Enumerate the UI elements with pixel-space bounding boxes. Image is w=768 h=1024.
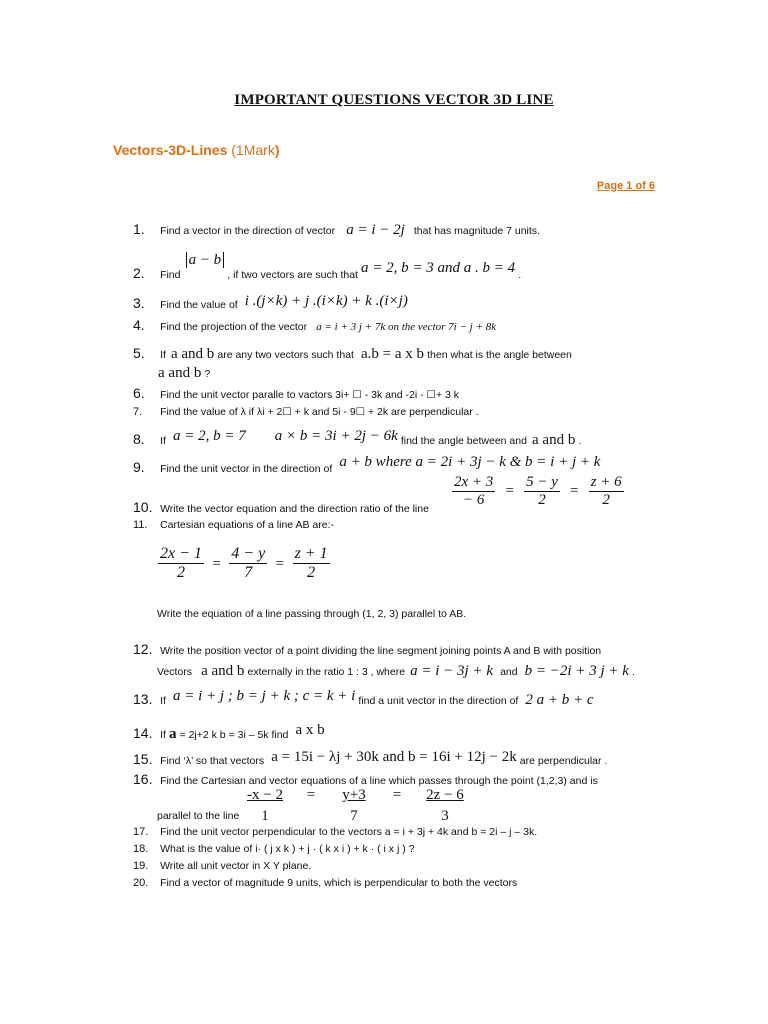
- question-text: Find the value of λ if λi + 2☐ + k and 5i - 9☐ + 2k are perpendicular .: [160, 406, 479, 418]
- question-4: [133, 318, 668, 334]
- question-3: [133, 293, 668, 312]
- question-text: Find the value of: [160, 299, 238, 311]
- question-5-cont: [158, 366, 668, 381]
- question-number: 19.: [133, 860, 149, 872]
- question-math: a x b: [295, 722, 325, 738]
- question-math: a × b = 3i + 2j − 6k: [274, 428, 398, 444]
- question-number: 1.: [133, 221, 145, 237]
- question-number: 12.: [133, 641, 153, 657]
- question-number: 20.: [133, 877, 149, 889]
- section-mark-close: ): [274, 142, 280, 158]
- question-text: If: [160, 695, 166, 707]
- question-math: a = i + j ; b = j + k ; c = k + i: [172, 688, 356, 704]
- section-name: Vectors-3D-Lines: [113, 142, 228, 158]
- question-6: [133, 386, 668, 402]
- question-number: 6.: [133, 385, 145, 401]
- question-16-equation: $\frac{-x - 2}{1}$ = $\frac{y+3}{7}$ = $\frac{2z - 6}{3}$: [245, 787, 467, 825]
- question-math: a.b = a x b: [361, 346, 425, 362]
- question-number: 9.: [133, 459, 145, 475]
- question-math: a and b: [532, 432, 576, 448]
- question-text: Find the projection of the vector: [160, 321, 308, 333]
- section-heading: [113, 142, 280, 158]
- question-math: a + b where a = 2i + 3j − k & b = i + j + k: [339, 454, 601, 470]
- question-text: parallel to the line: [157, 810, 240, 822]
- question-text: are perpendicular .: [519, 755, 608, 767]
- page-title: IMPORTANT QUESTIONS VECTOR 3D LINE: [234, 92, 554, 108]
- question-1: [133, 222, 668, 238]
- fraction: $\frac{5 - y}{2}$: [526, 474, 558, 508]
- question-text: Write the vector equation and the direction ratio of the line: [160, 503, 429, 515]
- question-math: a and b: [201, 663, 245, 679]
- question-math: a = i + 3 j + 7k on the vector 7i − j + 8k: [316, 321, 496, 333]
- question-text: Cartesian equations of a line AB are:-: [160, 519, 334, 531]
- question-20: [133, 876, 668, 890]
- question-14: [133, 722, 668, 742]
- question-15: [133, 749, 668, 768]
- question-math: a and b: [158, 365, 202, 381]
- question-text: are any two vectors such that: [217, 349, 354, 361]
- question-number: 14.: [133, 725, 153, 741]
- question-math: a = i − 2j: [346, 222, 405, 238]
- question-text: If: [160, 435, 166, 447]
- question-2: [133, 252, 668, 282]
- question-17: [133, 825, 668, 839]
- question-text: find the angle between and: [400, 435, 527, 447]
- question-math: b = −2i + 3 j + k: [524, 663, 629, 679]
- question-text: What is the value of i· ( j x k ) + j · ( k x i ) + k · ( i x j ) ?: [160, 843, 415, 855]
- question-text: Find a vector in the direction of vector: [160, 225, 336, 237]
- question-11-equation: $\frac{2x - 1}{2}$ = $\frac{4 - y}{7}$ = $\frac{z + 1}{2}$: [160, 545, 328, 581]
- question-text: then what is the angle between: [427, 349, 572, 361]
- question-text: Write all unit vector in X Y plane.: [160, 860, 312, 872]
- question-number: 2.: [133, 265, 145, 281]
- page-indicator: Page 1 of 6: [596, 180, 655, 192]
- question-number: 17.: [133, 826, 149, 838]
- question-text: Find a vector of magnitude 9 units, which is perpendicular to both the vectors: [160, 877, 518, 889]
- question-text: Find: [160, 269, 181, 281]
- question-text: Vectors: [157, 666, 193, 678]
- question-text: .: [631, 666, 635, 678]
- question-text: and: [500, 666, 518, 678]
- question-text: that has magnitude 7 units.: [413, 225, 540, 237]
- question-text: Find the unit vector in the direction of: [160, 463, 333, 475]
- question-number: 8.: [133, 431, 145, 447]
- question-text: Find the Cartesian and vector equations of a line which passes through the point (1,2,3) and is: [160, 775, 598, 787]
- question-12-cont: [157, 664, 668, 679]
- question-number: 16.: [133, 771, 153, 787]
- fraction: $\frac{4 - y}{7}$: [231, 545, 266, 581]
- question-16: [133, 772, 668, 788]
- question-8: [133, 428, 668, 448]
- question-number: 13.: [133, 691, 153, 707]
- question-12: [133, 642, 668, 658]
- fraction: $\frac{2x - 1}{2}$: [160, 545, 202, 581]
- question-number: 4.: [133, 317, 145, 333]
- question-math: a = 2, b = 7: [172, 428, 246, 444]
- question-11: [133, 518, 668, 532]
- fraction: $\frac{2x + 3}{- 6}$: [454, 474, 494, 508]
- question-5: [133, 346, 668, 362]
- question-text: Find the unit vector perpendicular to the vectors a = i + 3j + 4k and b = 2i – j – 3k.: [160, 826, 538, 838]
- question-math: a: [168, 726, 177, 742]
- fraction: $\frac{z + 1}{2}$: [294, 545, 328, 581]
- question-text: Find the unit vector paralle to vactors 3i+ ☐ - 3k and -2i - ☐+ 3 k: [160, 389, 460, 401]
- question-19: [133, 859, 668, 873]
- question-11-cont: [157, 607, 668, 621]
- question-math: a = 2, b = 3 and a . b = 4: [361, 260, 516, 276]
- question-number: 18.: [133, 843, 149, 855]
- question-text: = 2j+2 k b = 3i – 5k find: [179, 729, 289, 741]
- question-text: Write the equation of a line passing through (1, 2, 3) parallel to AB.: [157, 608, 467, 620]
- question-text: .: [578, 435, 582, 447]
- question-math: i .(j×k) + j .(i×k) + k .(i×j): [244, 293, 408, 309]
- question-text: ?: [204, 368, 211, 380]
- question-text: If: [160, 349, 166, 361]
- question-math: a = 15i − λj + 30k and b = 16i + 12j − 2k: [271, 749, 517, 765]
- fraction: $\frac{2z - 6}{3}$: [426, 787, 464, 824]
- question-math: a = i − 3j + k: [410, 663, 493, 679]
- question-text: Find ‘λ’ so that vectors: [160, 755, 265, 767]
- question-math: a − b: [186, 252, 225, 268]
- question-number: 7.: [133, 406, 143, 418]
- fraction: $\frac{z + 6}{2}$: [590, 474, 622, 508]
- question-10-equation: $\frac{2x + 3}{- 6}$ = $\frac{5 - y}{2}$ = $\frac{z + 6}{2}$: [454, 474, 622, 508]
- question-text: .: [518, 269, 522, 281]
- section-mark-label: (1Mark: [227, 142, 275, 158]
- question-text: find a unit vector in the direction of: [358, 695, 519, 707]
- fraction: $\frac{y+3}{7}$: [342, 787, 366, 824]
- question-number: 10.: [133, 499, 153, 515]
- question-math: 2 a + b + c: [525, 692, 594, 708]
- fraction: $\frac{-x - 2}{1}$: [247, 787, 283, 824]
- question-number: 15.: [133, 751, 153, 767]
- question-text: If: [160, 729, 166, 741]
- question-text: , if two vectors are such that: [227, 269, 358, 281]
- question-text: Write the position vector of a point dividing the line segment joining points A and B with position: [160, 645, 602, 657]
- question-number: 11.: [133, 519, 148, 531]
- question-number: 5.: [133, 345, 145, 361]
- question-13: [133, 688, 668, 708]
- question-number: 3.: [133, 295, 145, 311]
- question-text: externally in the ratio 1 : 3 , where: [247, 666, 406, 678]
- question-18: [133, 842, 668, 856]
- question-7: [133, 405, 668, 419]
- question-math: a and b: [170, 346, 215, 362]
